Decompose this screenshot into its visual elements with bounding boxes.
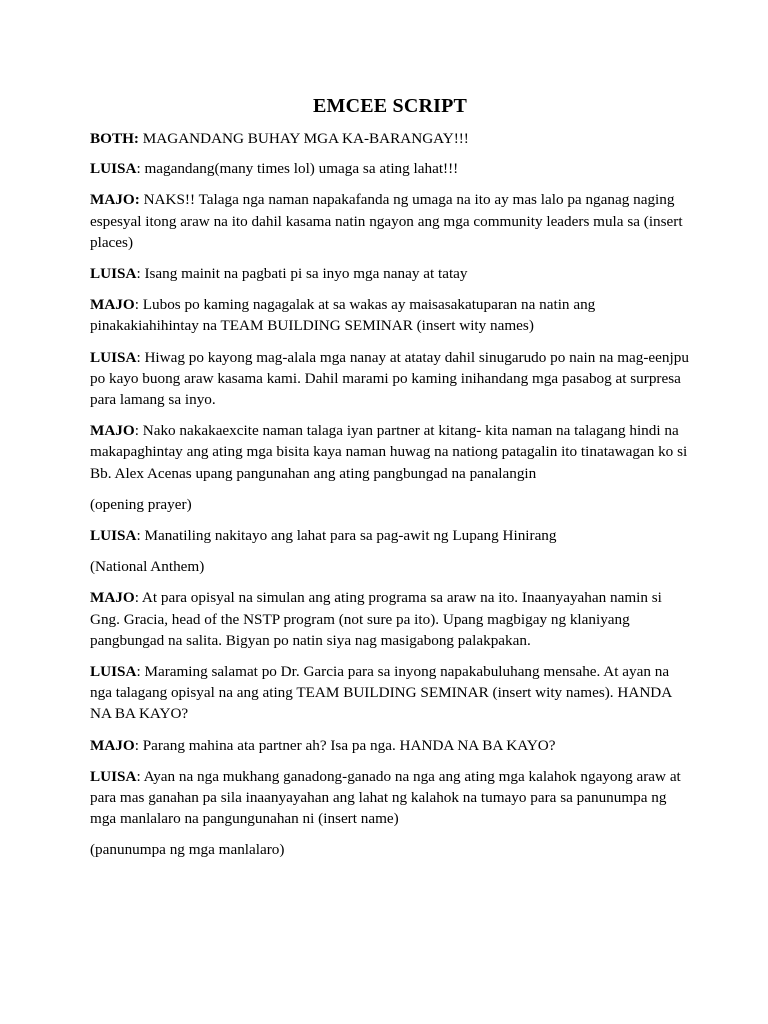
speaker-label: LUISA xyxy=(90,160,137,178)
stage-direction xyxy=(90,494,690,515)
speaker-label: MAJO xyxy=(90,589,135,607)
script-line xyxy=(90,189,690,253)
line-text: : Isang mainit na pagbati pi sa inyo mga nanay at tatay xyxy=(136,265,468,283)
line-text: MAGANDANG BUHAY MGA KA-BARANGAY!!! xyxy=(138,130,469,147)
line-text: : Manatiling nakitayo ang lahat para sa pag-awit ng Lupang Hinirang xyxy=(136,527,557,545)
speaker-label: BOTH: xyxy=(90,130,139,147)
speaker-label: LUISA xyxy=(90,663,137,681)
line-text: : Maraming salamat po Dr. Garcia para sa inyong napakabuluhang mensahe. At ayan na nga talagang opisyal na ang ating TEAM BUILDING SEMINAR (insert wity names). HANDA NA BA KAYO? xyxy=(90,663,672,723)
stage-direction xyxy=(90,556,690,577)
script-line xyxy=(90,766,690,830)
script-line xyxy=(90,263,690,284)
speaker-label: MAJO xyxy=(90,422,135,440)
speaker-label: LUISA xyxy=(90,265,137,283)
speaker-label: MAJO: xyxy=(90,191,140,209)
script-line xyxy=(90,294,690,336)
document-page xyxy=(90,94,690,871)
line-text: : Lubos po kaming nagagalak at sa wakas ay maisasakatuparan na natin ang pinakakiahihintay na TEAM BUILDING SEMINAR (insert wity names) xyxy=(90,296,596,335)
line-text: : Nako nakakaexcite naman talaga iyan partner at kitang- kita naman na talagang hindi na makapaghintay ang ating mga bisita kaya naman huwag na nationg patagalin ito tinatawagan ko si Bb. Alex Acenas upang pangunahan ang ating pangbungad na panalangin xyxy=(90,422,688,482)
speaker-label: MAJO xyxy=(90,736,135,754)
script-line xyxy=(90,420,690,484)
stage-direction xyxy=(90,839,690,860)
script-line xyxy=(90,158,690,179)
line-text: : Hiwag po kayong mag-alala mga nanay at atatay dahil sinugarudo po nain na mag-eenjpu po kayo buong araw kasama kami. Dahil marami po kaming inihandang mga pasabog at surpresa para lamang sa inyo. xyxy=(90,348,689,409)
line-text: : Ayan na nga mukhang ganadong-ganado na nga ang ating mga kalahok ngayong araw at para mas ganahan pa sila inaanyayahan ang lahat ng kalahok na tumayo para sa panunumpa ng mga manlalaro na pangungunahan ni (insert name) xyxy=(90,767,681,828)
script-line xyxy=(90,128,690,149)
script-line xyxy=(90,735,690,756)
script-line xyxy=(90,525,690,546)
speaker-label: LUISA xyxy=(90,767,137,785)
line-text: : Parang mahina ata partner ah? Isa pa nga. HANDA NA BA KAYO? xyxy=(134,736,556,754)
line-text: (panunumpa ng mga manlalaro) xyxy=(90,841,285,859)
line-text: : At para opisyal na simulan ang ating programa sa araw na ito. Inaanyayahan namin si Gng. Gracia, head of the NSTP program (not sure pa ito). Upang magbigay ng klaniyang pangbungad na salita. Bigyan po natin siya nag masigabong palakpakan. xyxy=(90,589,662,649)
speaker-label: MAJO xyxy=(90,296,135,314)
line-text: : magandang(many times lol) umaga sa ating lahat!!! xyxy=(136,160,459,178)
line-text: (National Anthem) xyxy=(90,558,205,576)
script-line xyxy=(90,347,690,411)
line-text: NAKS!! Talaga nga naman napakafanda ng umaga na ito ay mas lalo pa nganag naging espesyal itong araw na ito dahil kasama natin ngayon ang mga community leaders mula sa (insert places) xyxy=(90,191,683,251)
speaker-label: LUISA xyxy=(90,348,137,366)
line-text: (opening prayer) xyxy=(90,495,192,513)
speaker-label: LUISA xyxy=(90,527,137,545)
script-line xyxy=(90,661,690,725)
script-line xyxy=(90,587,690,651)
document-title: EMCEE SCRIPT xyxy=(312,95,468,117)
